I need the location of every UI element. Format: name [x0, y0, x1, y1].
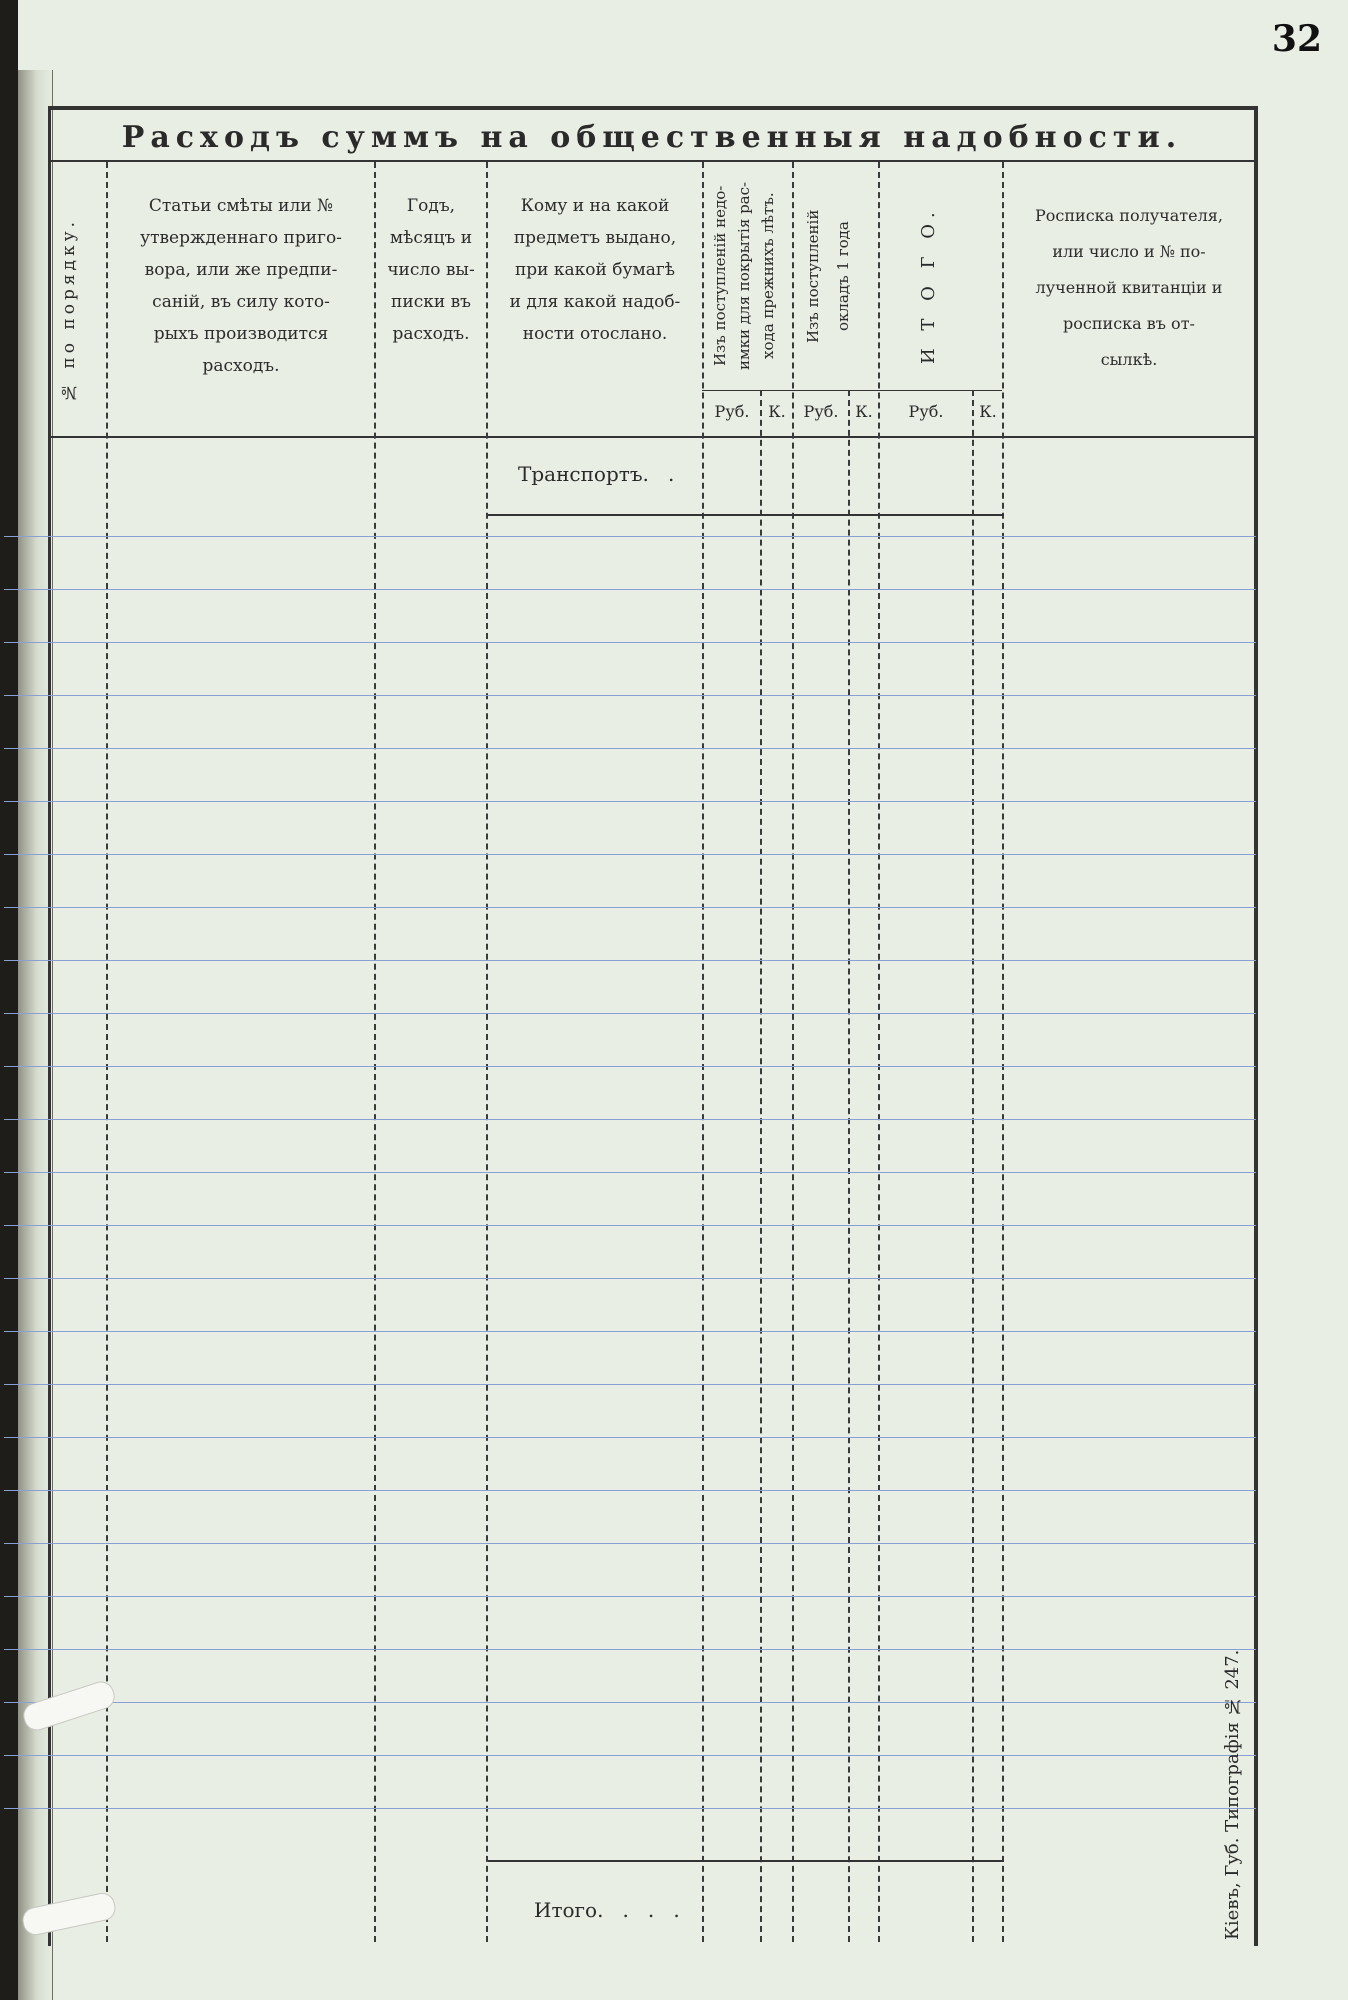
col-sep-8	[878, 162, 880, 1942]
ruled-line	[4, 1066, 1256, 1067]
header-arrears: Изъ поступленій недо- имки для покрытія рас- хода прежнихъ лѣтъ.	[711, 181, 777, 371]
header-order-no: № по порядку.	[59, 217, 79, 403]
col-sep-1	[106, 162, 108, 1942]
col-sep-3	[486, 162, 488, 1942]
header-bottom-line	[48, 436, 1256, 438]
header-total: И Т О Г О.	[918, 206, 939, 364]
frame-top	[48, 106, 1256, 110]
total-label: Итого. . . .	[534, 1898, 680, 1922]
sheet-title: Расходъ суммъ на общественныя надобности.	[121, 120, 1183, 155]
money-subheader-line	[702, 390, 1002, 391]
header-current: Изъ поступленій окладъ 1 года	[804, 209, 852, 343]
ruled-line	[4, 1543, 1256, 1544]
header-articles: Статьи смѣты или № утвержденнаго приго- вора, или же предпи- саній, въ силу кото- рыхъ производится расходъ.	[140, 196, 342, 376]
subheader-total-kop: К.	[979, 402, 997, 421]
printer-imprint: Кіевъ, Губ. Типографія № 247.	[1222, 1649, 1243, 1940]
ruled-line	[4, 748, 1256, 749]
total-overline	[488, 1860, 1004, 1862]
page-number: 32	[1271, 18, 1322, 60]
col-sep-6	[792, 162, 794, 1942]
ruled-line	[4, 1649, 1256, 1650]
ruled-line	[4, 907, 1256, 908]
ruled-line	[4, 960, 1256, 961]
subheader-arrears-rub: Руб.	[714, 402, 750, 421]
subheader-current-rub: Руб.	[803, 402, 839, 421]
ruled-line	[4, 1331, 1256, 1332]
ruled-line	[4, 1172, 1256, 1173]
col-sep-7	[848, 390, 850, 1942]
ruled-line	[4, 854, 1256, 855]
frame-title-bottom	[48, 160, 1256, 162]
ruled-line	[4, 1437, 1256, 1438]
header-date: Годъ, мѣсяцъ и число вы- писки въ расходъ.	[387, 196, 475, 344]
ruled-line	[4, 1225, 1256, 1226]
transport-underline	[488, 514, 1004, 516]
frame-right	[1254, 106, 1258, 1946]
subheader-total-rub: Руб.	[908, 402, 944, 421]
col-sep-10	[1002, 162, 1004, 1942]
ruled-line	[4, 1013, 1256, 1014]
ruled-line	[4, 1490, 1256, 1491]
col-sep-5	[760, 390, 762, 1942]
transport-label: Транспортъ. .	[518, 462, 675, 486]
ruled-line	[4, 1808, 1256, 1809]
col-sep-4	[702, 162, 704, 1942]
ruled-line	[4, 1702, 1256, 1703]
ruled-line	[4, 589, 1256, 590]
ruled-line	[4, 536, 1256, 537]
ruled-line	[4, 1596, 1256, 1597]
col-sep-9	[972, 390, 974, 1942]
ledger-page	[18, 0, 1348, 2000]
col-sep-2	[374, 162, 376, 1942]
subheader-current-kop: К.	[855, 402, 873, 421]
header-recipient: Кому и на какой предметъ выдано, при какой бумагѣ и для какой надоб- ности отослано.	[509, 196, 681, 344]
ruled-line	[4, 695, 1256, 696]
ruled-line	[4, 642, 1256, 643]
ruled-line	[4, 1755, 1256, 1756]
subheader-arrears-kop: К.	[768, 402, 786, 421]
header-receipt: Росписка получателя, или число и № по- лученной квитанціи и росписка въ от- сылкѣ.	[1035, 206, 1223, 369]
ruled-line	[4, 1119, 1256, 1120]
ruled-line	[4, 1278, 1256, 1279]
ruled-line	[4, 801, 1256, 802]
ruled-line	[4, 1384, 1256, 1385]
frame-left	[48, 106, 51, 1946]
